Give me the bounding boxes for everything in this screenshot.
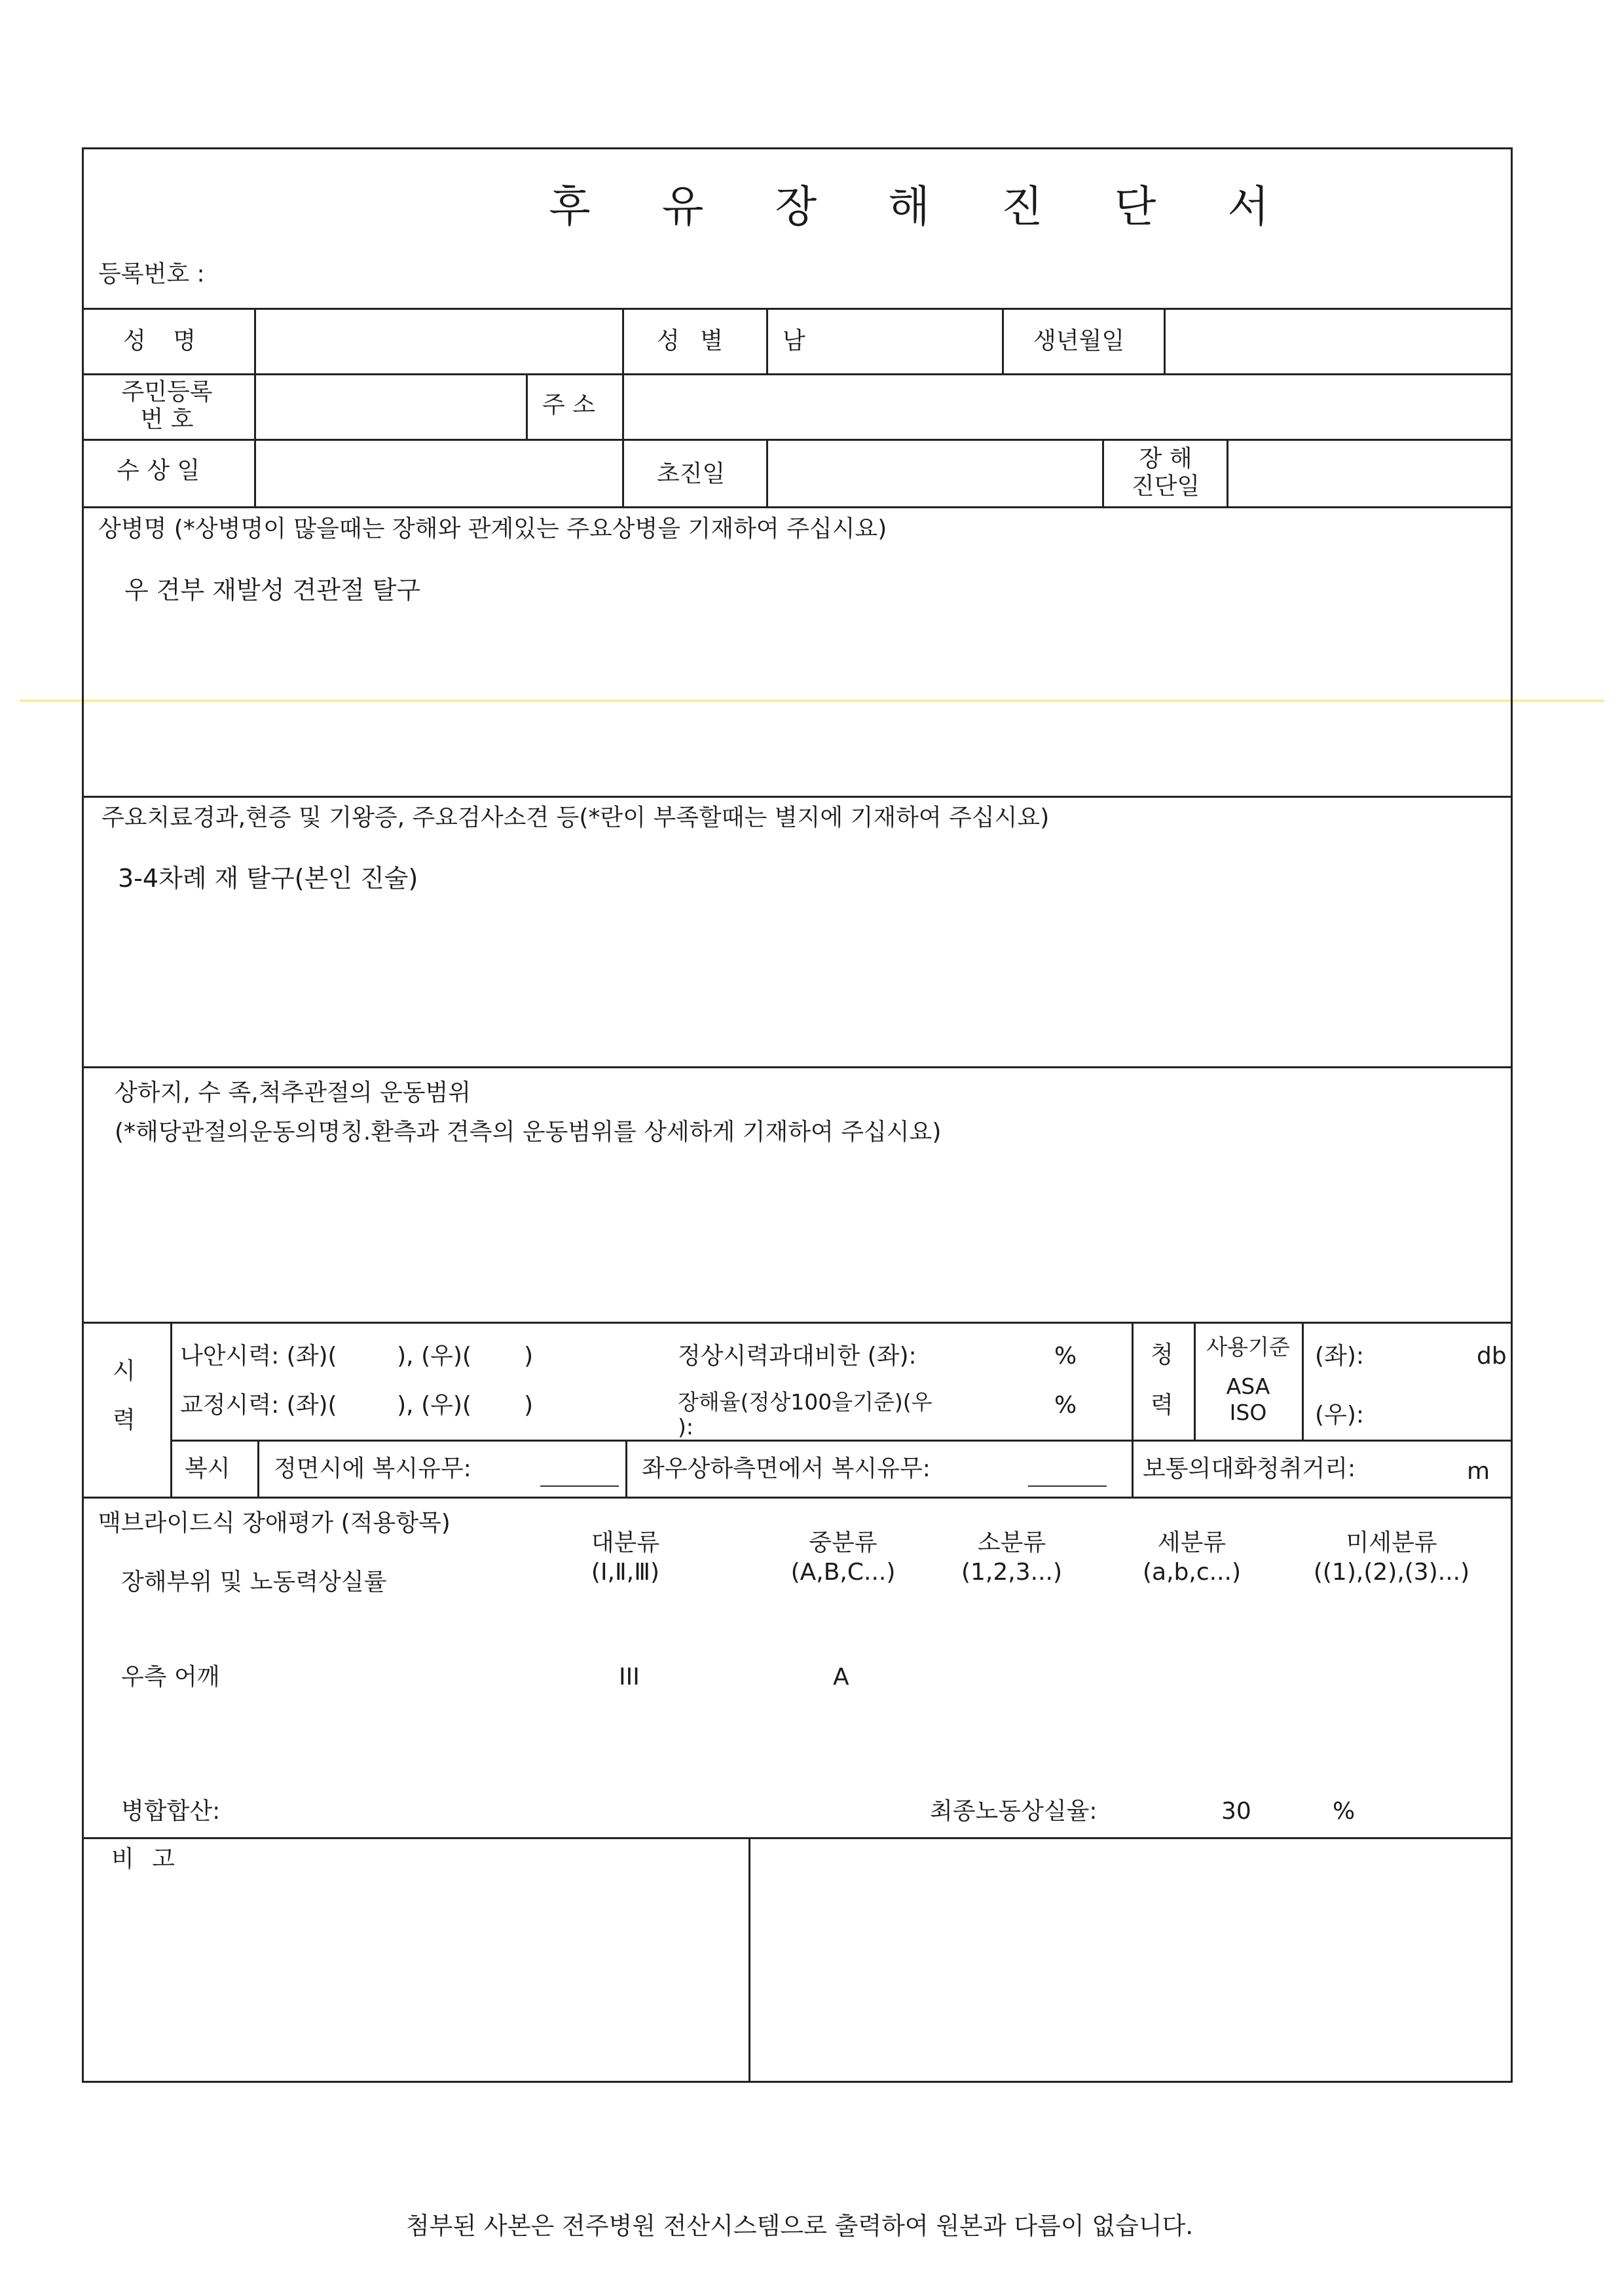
vrule-diag-right	[1227, 439, 1228, 506]
vrule-birth-right	[1164, 308, 1166, 373]
diagnosis-value: 우 견부 재발성 견관절 탈구	[124, 576, 421, 605]
birth-label: 생년월일	[1033, 327, 1125, 354]
rule-header-bottom	[82, 308, 1513, 310]
impair-label-1: 장해율(정상100을기준)(우	[678, 1389, 932, 1415]
injury-date-label: 수 상 일	[117, 457, 200, 484]
final-loss-unit: %	[1333, 1798, 1356, 1825]
mcbride-row-major: III	[619, 1664, 640, 1690]
vrule-visit-right	[766, 439, 768, 506]
mcbride-header-sub-sub: (a,b,c...)	[1142, 1559, 1241, 1586]
vision-label-1: 시	[113, 1358, 136, 1385]
treatment-value: 3-4차례 재 탈구(본인 진술)	[118, 864, 418, 893]
vrule-hearing-left	[1132, 1322, 1134, 1497]
rule-diplopia	[82, 1497, 1513, 1499]
hearing-std-asa: ASA	[1226, 1373, 1270, 1399]
diplopia-front-blank[interactable]	[540, 1485, 619, 1487]
vrule-address-left	[526, 373, 528, 439]
mcbride-header-major-sub: (I,Ⅱ,Ⅲ)	[591, 1559, 660, 1586]
mcbride-header-middle: 중분류	[809, 1529, 877, 1556]
vrule-sex-left	[622, 308, 624, 373]
rule-rom	[82, 1322, 1513, 1324]
hearing-left-label: (좌):	[1315, 1343, 1364, 1370]
mcbride-header-micro-sub: ((1),(2),(3)...)	[1313, 1559, 1470, 1586]
vrule-sex-right	[766, 308, 768, 373]
treatment-label: 주요치료경과,현증 및 기왕증, 주요검사소견 등(*란이 부족할때는 별지에 기재하여 주십시요)	[101, 804, 1050, 831]
mcbride-header-minor: 소분류	[977, 1529, 1046, 1556]
sex-value[interactable]: 남	[783, 327, 805, 354]
rule-row3	[82, 506, 1513, 508]
hearing-standard-label: 사용기준	[1206, 1334, 1290, 1360]
diag-date-label-2: 진단일	[1131, 473, 1200, 500]
hearing-label-2: 력	[1151, 1392, 1173, 1419]
rule-row1	[82, 373, 1513, 375]
diplopia-label: 복시	[185, 1455, 231, 1482]
mcbride-header-minor-sub: (1,2,3...)	[961, 1559, 1063, 1586]
rom-label-2: (*해당관절의운동의명칭.환측과 견측의 운동범위를 상세하게 기재하여 주십시요)	[115, 1119, 942, 1146]
rrn-label-1: 주민등록	[121, 379, 213, 405]
vrule-name	[254, 308, 256, 506]
hearing-left-unit: db	[1477, 1343, 1507, 1370]
combined-label: 병합합산:	[121, 1798, 221, 1825]
final-loss-label: 최종노동상실율:	[930, 1798, 1098, 1825]
impair-label-2: ):	[678, 1414, 693, 1440]
sex-label: 성 별	[657, 327, 723, 354]
mcbride-label: 맥브라이드식 장애평가 (적용항목)	[98, 1510, 451, 1537]
remarks-label: 비 고	[111, 1846, 175, 1873]
rrn-label-2: 번 호	[140, 406, 194, 433]
diplopia-sides: 좌우상하측면에서 복시유무:	[642, 1455, 931, 1482]
document-title: 후 유 장 해 진 단 서	[549, 181, 1299, 232]
diplopia-front: 정면시에 복시유무:	[274, 1455, 471, 1482]
naked-vision: 나안시력: (좌)( ), (우)( )	[180, 1343, 534, 1370]
vision-ratio-label: 정상시력과대비한 (좌):	[678, 1343, 917, 1370]
vrule-address-right	[622, 373, 624, 439]
mcbride-row-part: 우측 어깨	[121, 1664, 220, 1690]
vrule-remarks	[748, 1837, 750, 2083]
diag-date-label-1: 장 해	[1139, 445, 1192, 472]
corrected-vision: 교정시력: (좌)( ), (우)( )	[180, 1392, 534, 1419]
mcbride-part-label: 장해부위 및 노동력상실률	[121, 1569, 387, 1595]
name-label: 성 명	[123, 327, 196, 354]
vrule-vision-label	[170, 1322, 172, 1497]
vrule-diplopia-mid	[625, 1440, 627, 1497]
vision-label-2: 력	[113, 1407, 136, 1434]
rule-treatment	[82, 1066, 1513, 1068]
first-visit-label: 초진일	[657, 460, 726, 487]
registration-label: 등록번호 :	[98, 261, 205, 288]
form-frame	[82, 147, 1513, 2083]
mcbride-header-major: 대분류	[591, 1529, 660, 1556]
vrule-birth-left	[1002, 308, 1004, 373]
vrule-diag-left	[1102, 439, 1104, 506]
rule-vision	[170, 1440, 1513, 1442]
final-loss-value: 30	[1221, 1798, 1251, 1825]
rom-label-1: 상하지, 수 족,척추관절의 운동범위	[115, 1079, 471, 1106]
hearing-label-1: 청	[1151, 1341, 1173, 1368]
hearing-right-label: (우):	[1315, 1402, 1364, 1428]
hearing-distance-label: 보통의대화청취거리:	[1143, 1455, 1356, 1482]
diagnosis-label: 상병명 (*상병명이 많을때는 장해와 관계있는 주요상병을 기재하여 주십시요)	[98, 515, 887, 542]
vrule-hearing-std	[1302, 1322, 1304, 1440]
vrule-diplopia-label	[257, 1440, 259, 1497]
vrule-visit-left	[622, 439, 624, 506]
mcbride-header-sub: 세분류	[1157, 1529, 1227, 1556]
diplopia-sides-blank[interactable]	[1028, 1485, 1107, 1487]
address-label: 주 소	[542, 392, 595, 419]
hearing-distance-unit: m	[1467, 1458, 1490, 1485]
rule-row2	[82, 439, 1513, 441]
rule-mcbride	[82, 1837, 1513, 1839]
mcbride-header-middle-sub: (A,B,C...)	[790, 1559, 896, 1586]
impair-unit: %	[1054, 1392, 1077, 1419]
rule-diagnosis	[82, 796, 1513, 798]
mcbride-row-middle: A	[833, 1664, 849, 1690]
mcbride-header-micro: 미세분류	[1346, 1529, 1437, 1556]
footer-note: 첨부된 사본은 전주병원 전산시스템으로 출력하여 원본과 다름이 없습니다.	[406, 2212, 1194, 2240]
hearing-std-iso: ISO	[1229, 1400, 1267, 1425]
vision-ratio-unit: %	[1054, 1343, 1077, 1370]
